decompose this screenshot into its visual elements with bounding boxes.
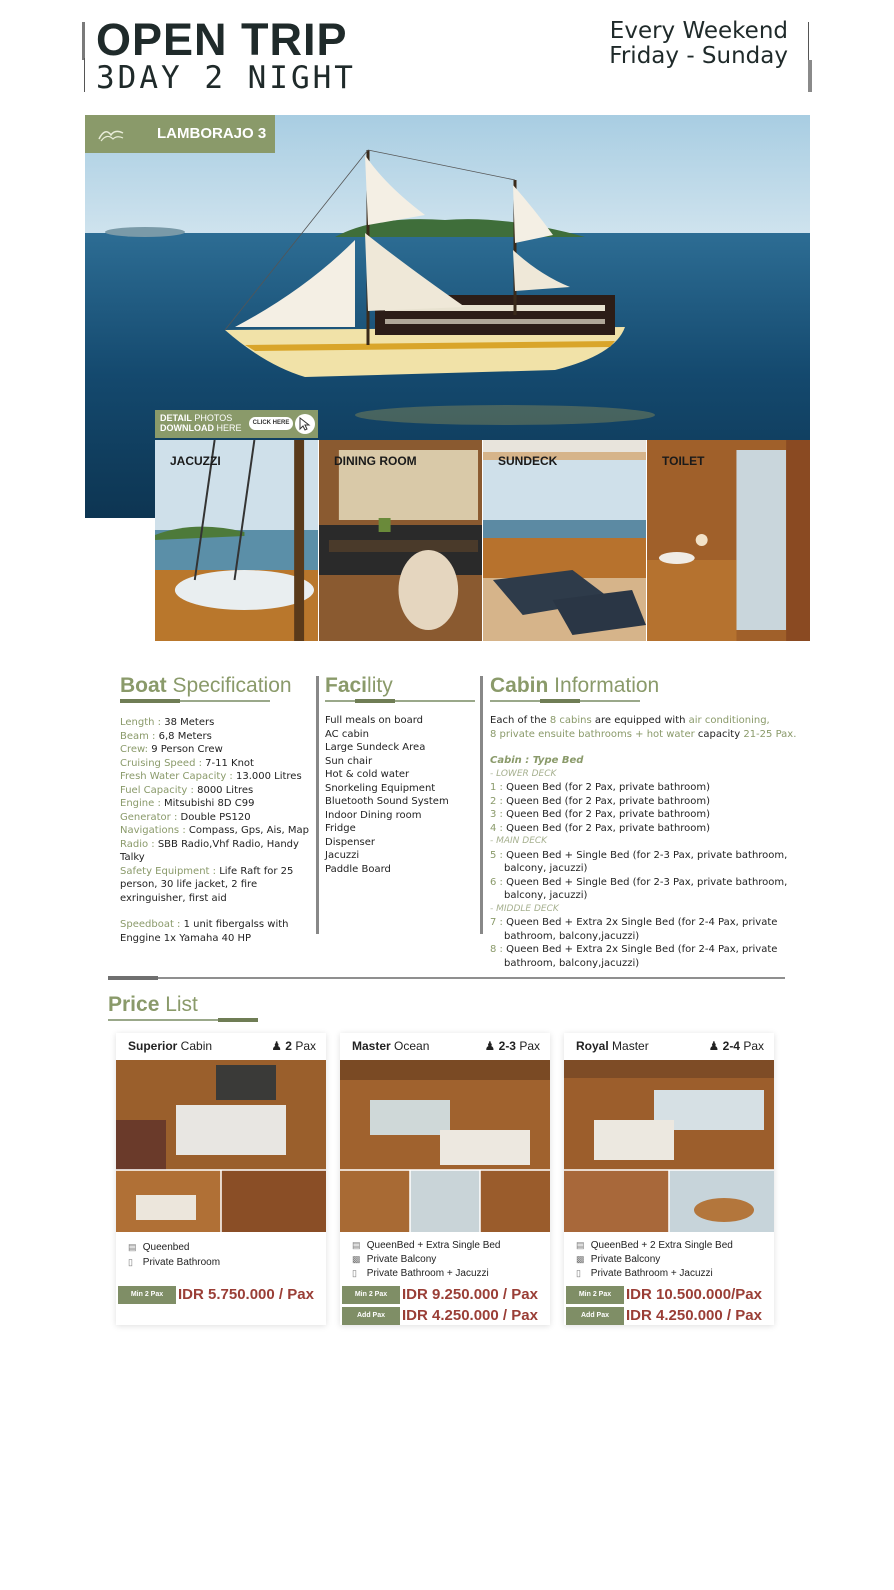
bath-icon: ▯ [352,1268,357,1278]
page-subtitle: 3DAY 2 NIGHT [96,60,356,96]
balcony-icon: ▩ [352,1254,361,1264]
cabin-item: 2 : Queen Bed (for 2 Pax, private bathroom) [490,795,711,807]
add-price: IDR 4.250.000 / Pax [402,1307,538,1324]
add-price: IDR 4.250.000 / Pax [626,1307,762,1324]
schedule-line-2: Friday - Sunday [609,43,788,69]
person-icon: ♟ [708,1039,720,1053]
boat-spec-title: Boat Specification [120,674,292,697]
section-divider [108,977,785,979]
header-accent-line [84,58,85,92]
photo-gallery [155,440,810,641]
spec-item: Fresh Water Capacity : 13.000 Litres [120,771,302,782]
spec-item: Radio : SBB Radio,Vhf Radio, Handy Talky [120,838,299,863]
price-card-royal[interactable] [564,1033,774,1325]
boat-spec-list [120,716,320,945]
min-pax-tag: Min 2 Pax [566,1286,624,1304]
spec-item: Safety Equipment : Life Raft for 25 person, 30 life jacket, 2 fire exringuisher, first aid [120,865,294,904]
cabin-photos [340,1060,550,1232]
page-title: OPEN TRIP [96,14,348,65]
cabin-item: 5 : Queen Bed + Single Bed (for 2-3 Pax, private bathroom, balcony, jacuzzi) [490,849,788,874]
card-feature: ▯ Private Bathroom + Jacuzzi [576,1268,713,1279]
spec-item: Generator : Double PS120 [120,811,251,823]
facility-list [325,714,475,876]
gallery-label: DINING ROOM [334,454,417,468]
min-price: IDR 9.250.000 / Pax [402,1286,538,1303]
facility-item: AC cabin [325,728,369,740]
price-list-title: Price List [108,993,198,1016]
facility-item: Dispenser [325,836,375,848]
facility-item: Sun chair [325,755,373,767]
cursor-pointer-icon[interactable] [295,414,315,434]
header-right-line [808,22,809,62]
spec-item: Beam : 6,8 Meters [120,730,212,742]
gallery-jacuzzi[interactable] [155,440,319,641]
facility-title: Facility [325,674,393,697]
card-feature: ▯ Private Bathroom + Jacuzzi [352,1268,489,1279]
click-here-button[interactable]: CLICK HERE [249,417,293,430]
deck-label: - MIDDLE DECK [490,903,559,914]
gallery-label: JACUZZI [170,454,221,468]
deck-label: - MAIN DECK [490,836,548,846]
facility-item: Jacuzzi [325,850,360,861]
cabin-item: 8 : Queen Bed + Extra 2x Single Bed (for 2-4 Pax, private bathroom, balcony,jacuzzi) [490,944,778,969]
spec-item: Fuel Capacity : 8000 Litres [120,784,254,796]
cabin-item: 4 : Queen Bed (for 2 Pax, private bathroom) [490,822,711,834]
deck-label: - LOWER DECK [490,768,557,779]
boat-spec-underline [120,700,270,702]
card-feature: ▤ Queenbed [128,1242,190,1253]
add-pax-tag: Add Pax [342,1307,400,1325]
facility-item: Large Sundeck Area [325,742,426,753]
card-header: Superior Cabin ♟ 2 Pax [128,1039,316,1053]
bed-icon: ▤ [128,1242,137,1252]
detail-photos-label: DETAIL PHOTOS DOWNLOAD HERE [160,413,242,433]
bed-icon: ▤ [352,1240,361,1250]
bed-icon: ▤ [576,1240,585,1250]
balcony-icon: ▩ [576,1254,585,1264]
add-pax-tag: Add Pax [566,1307,624,1325]
wave-logo-icon [97,125,125,143]
card-feature: ▯ Private Bathroom [128,1257,221,1268]
cabin-info [490,714,805,970]
card-header: Royal Master ♟ 2-4 Pax [576,1039,764,1053]
facility-item: Bluetooth Sound System [325,796,449,807]
spec-item: Navigations : Compass, Gps, Ais, Map [120,825,309,836]
detail-photos-download[interactable] [155,410,318,438]
min-price: IDR 10.500.000/Pax [626,1286,762,1303]
gallery-toilet[interactable] [647,440,810,641]
card-feature: ▩ Private Balcony [576,1254,661,1265]
min-pax-tag: Min 2 Pax [342,1286,400,1304]
cabin-photos [116,1060,326,1232]
card-feature: ▩ Private Balcony [352,1254,437,1265]
facility-item: Indoor Dining room [325,809,422,821]
price-card-superior[interactable] [116,1033,326,1325]
cabin-intro: Each of the 8 cabins are equipped with air conditioning, 8 private ensuite bathrooms + hot water capacity 21-25 Pax. [490,715,797,740]
cabin-info-underline [490,700,640,702]
card-feature: ▤ QueenBed + 2 Extra Single Bed [576,1240,733,1251]
min-price: IDR 5.750.000 / Pax [178,1286,314,1303]
price-list-underline [108,1019,258,1021]
header-right-accent-bar [808,60,812,92]
cabin-type-heading: Cabin : Type Bed [490,755,584,766]
card-pax: ♟ 2-3 Pax [484,1039,540,1053]
cabin-item: 7 : Queen Bed + Extra 2x Single Bed (for 2-4 Pax, private bathroom, balcony,jacuzzi) [490,917,778,942]
min-pax-tag: Min 2 Pax [118,1286,176,1304]
bath-icon: ▯ [128,1257,133,1267]
spec-item: Crew: 9 Person Crew [120,744,223,755]
cabin-info-title: Cabin Information [490,674,660,697]
person-icon: ♟ [484,1039,496,1053]
schedule [609,19,788,69]
spec-speedboat: Speedboat : 1 unit fibergalss with Enggine 1x Yamaha 40 HP [120,919,289,944]
boat-name: LAMBORAJO 3 [157,125,267,142]
boat-name-badge [85,115,275,153]
cabin-item: 3 : Queen Bed (for 2 Pax, private bathroom) [490,809,711,820]
card-header: Master Ocean ♟ 2-3 Pax [352,1039,540,1053]
card-pax: ♟ 2-4 Pax [708,1039,764,1053]
gallery-label: SUNDECK [498,454,558,468]
divider-vertical [480,676,483,934]
bath-icon: ▯ [576,1268,581,1278]
gallery-sundeck[interactable] [483,440,647,641]
header-accent-bar [82,22,85,60]
cabin-photos [564,1060,774,1232]
facility-item: Full meals on board [325,715,423,726]
schedule-line-1: Every Weekend [609,18,788,44]
gallery-dining-room[interactable] [319,440,483,641]
facility-item: Snorkeling Equipment [325,782,436,794]
card-pax: ♟ 2 Pax [271,1039,316,1053]
facility-item: Fridge [325,823,356,834]
price-card-master[interactable] [340,1033,550,1325]
facility-underline [325,700,475,702]
facility-item: Paddle Board [325,863,391,875]
cabin-item: 1 : Queen Bed (for 2 Pax, private bathroom) [490,782,711,793]
spec-item: Length : 38 Meters [120,717,215,728]
person-icon: ♟ [271,1039,282,1053]
facility-item: Hot & cold water [325,769,410,780]
card-feature: ▤ QueenBed + Extra Single Bed [352,1240,501,1251]
cabin-item: 6 : Queen Bed + Single Bed (for 2-3 Pax, private bathroom, balcony, jacuzzi) [490,876,788,901]
divider-vertical [316,676,319,934]
spec-item: Engine : Mitsubishi 8D C99 [120,798,255,809]
spec-item: Cruising Speed : 7-11 Knot [120,757,254,769]
gallery-label: TOILET [662,454,705,468]
